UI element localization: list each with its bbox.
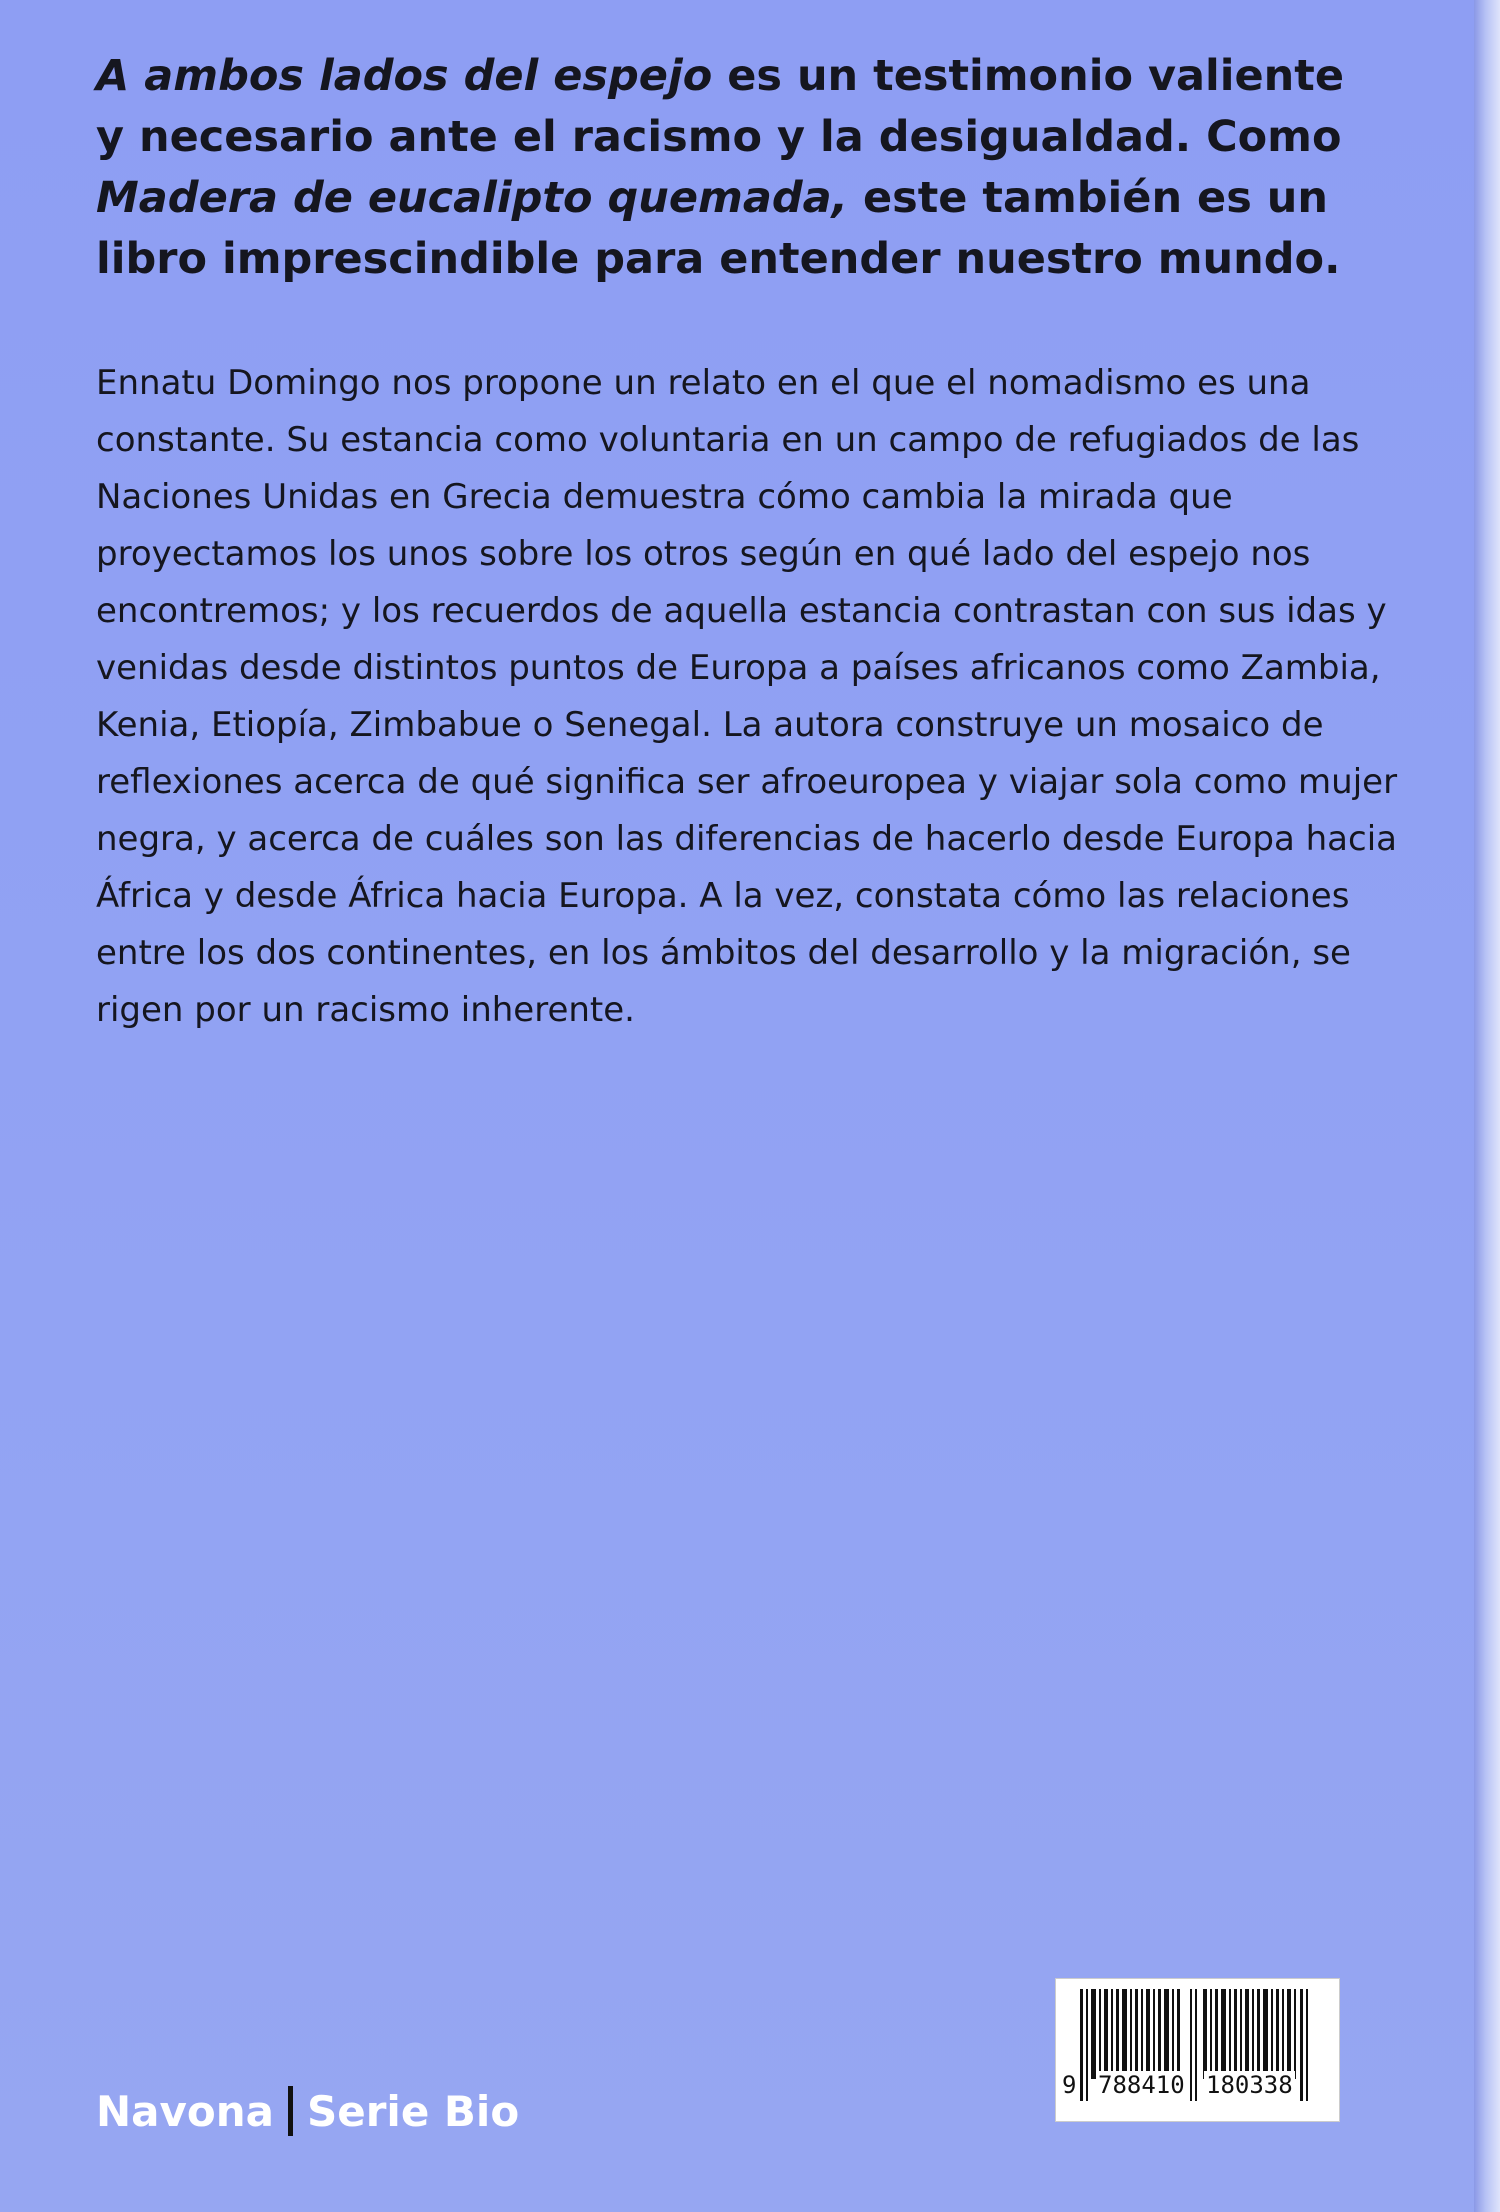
barcode-first-digit: 9 <box>1062 2071 1077 2099</box>
book-title-1: A ambos lados del espejo <box>96 51 713 101</box>
barcode-bars <box>1056 1979 1339 2121</box>
publisher-name: Navona <box>96 2086 274 2136</box>
publisher-brand <box>96 2086 519 2136</box>
headline-blurb <box>96 46 1386 290</box>
barcode-group-1: 788410 <box>1098 2071 1185 2099</box>
series-name: Serie Bio <box>306 2086 520 2136</box>
brand-divider <box>288 2086 293 2136</box>
headline-text-1: es un testimonio valiente y necesario ante el racismo y la desigualdad. Como <box>96 51 1344 162</box>
isbn-barcode <box>1055 1978 1340 2122</box>
book-title-2: Madera de eucalipto quemada, <box>96 173 848 223</box>
barcode-group-2: 180338 <box>1206 2071 1293 2099</box>
book-edge <box>1474 0 1500 2212</box>
headline-text-2: este también es un libro imprescindible para entender nuestro mundo. <box>96 173 1341 284</box>
synopsis-paragraph: Ennatu Domingo nos propone un relato en el que el nomadismo es una constante. Su estancia como voluntaria en un campo de refugiados de las Naciones Unidas en Grecia demuestra cómo cambia la mirada que proyectamos los unos sobre los otros según en qué lado del espejo nos encontremos; y los recuerdos de aquella estancia contrastan con sus idas y venidas desde distintos puntos de Europa a países africanos como Zambia, Kenia, Etiopía, Zimbabue o Senegal. La autora construye un mosaico de reflexiones acerca de qué significa ser afroeuropea y viajar sola como mujer negra, y acerca de cuáles son las diferencias de hacerlo desde Europa hacia África y desde África hacia Europa. A la vez, constata cómo las relaciones entre los dos continentes, en los ámbitos del desarrollo y la migración, se rigen por un racismo inherente. <box>96 363 1398 1030</box>
